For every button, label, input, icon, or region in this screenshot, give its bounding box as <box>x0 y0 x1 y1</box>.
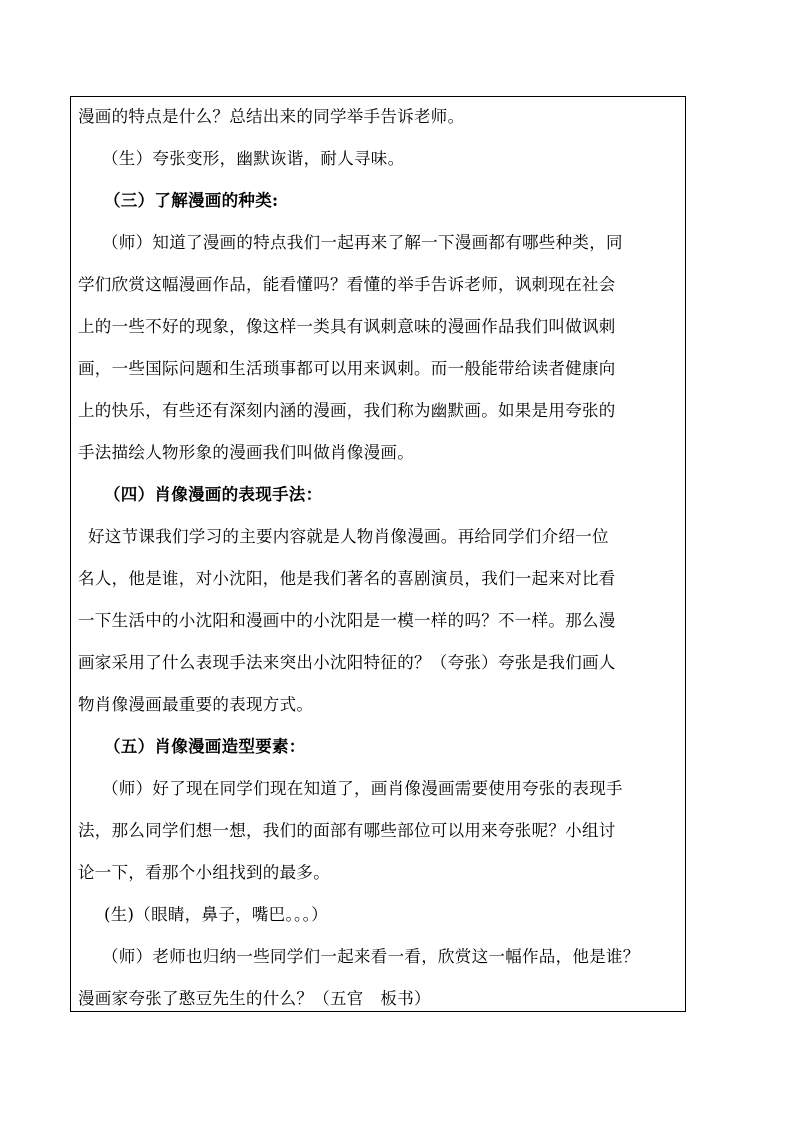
paragraph-line: 画家采用了什么表现手法来突出小沈阳特征的？（夸张）夸张是我们画人 <box>78 653 616 672</box>
paragraph-line: （生）夸张变形，幽默诙谐，耐人寻味。 <box>102 149 405 168</box>
paragraph-line: （师）知道了漫画的特点我们一起再来了解一下漫画都有哪些种类，同 <box>102 233 623 252</box>
paragraph-line: 画，一些国际问题和生活琐事都可以用来讽刺。而一般能带给读者健康向 <box>78 359 616 378</box>
paragraph-line: 上的快乐，有些还有深刻内涵的漫画，我们称为幽默画。如果是用夸张的 <box>78 401 616 420</box>
paragraph-line: 名人，他是谁，对小沈阳，他是我们著名的喜剧演员，我们一起来对比看 <box>78 569 616 588</box>
paragraph-line: 物肖像漫画最重要的表现方式。 <box>78 695 314 714</box>
paragraph-line: 上的一些不好的现象，像这样一类具有讽刺意味的漫画作品我们叫做讽刺 <box>78 317 616 336</box>
section-heading: （四）肖像漫画的表现手法： <box>104 485 323 504</box>
paragraph-line: 论一下，看那个小组找到的最多。 <box>78 863 330 882</box>
section-heading: （三）了解漫画的种类: <box>104 191 279 210</box>
section-heading: （五）肖像漫画造型要素： <box>104 737 306 756</box>
paragraph-line: 好这节课我们学习的主要内容就是人物肖像漫画。再给同学们介绍一位 <box>88 527 609 546</box>
paragraph-line: 漫画的特点是什么？总结出来的同学举手告诉老师。 <box>78 107 465 126</box>
paragraph-line: (生)（眼睛，鼻子，嘴巴。。。） <box>104 905 328 924</box>
paragraph-line: 一下生活中的小沈阳和漫画中的小沈阳是一模一样的吗？不一样。那么漫 <box>78 611 616 630</box>
paragraph-line: 漫画家夸张了憨豆先生的什么？（五官 板书） <box>78 989 431 1008</box>
paragraph-line: （师）老师也归纳一些同学们一起来看一看，欣赏这一幅作品，他是谁？ <box>102 947 640 966</box>
paragraph-line: （师）好了现在同学们现在知道了，画肖像漫画需要使用夸张的表现手 <box>102 779 623 798</box>
paragraph-line: 法，那么同学们想一想，我们的面部有哪些部位可以用来夸张呢？小组讨 <box>78 821 616 840</box>
paragraph-line: 学们欣赏这幅漫画作品，能看懂吗？看懂的举手告诉老师，讽刺现在社会 <box>78 275 616 294</box>
paragraph-line: 手法描绘人物形象的漫画我们叫做肖像漫画。 <box>78 443 414 462</box>
